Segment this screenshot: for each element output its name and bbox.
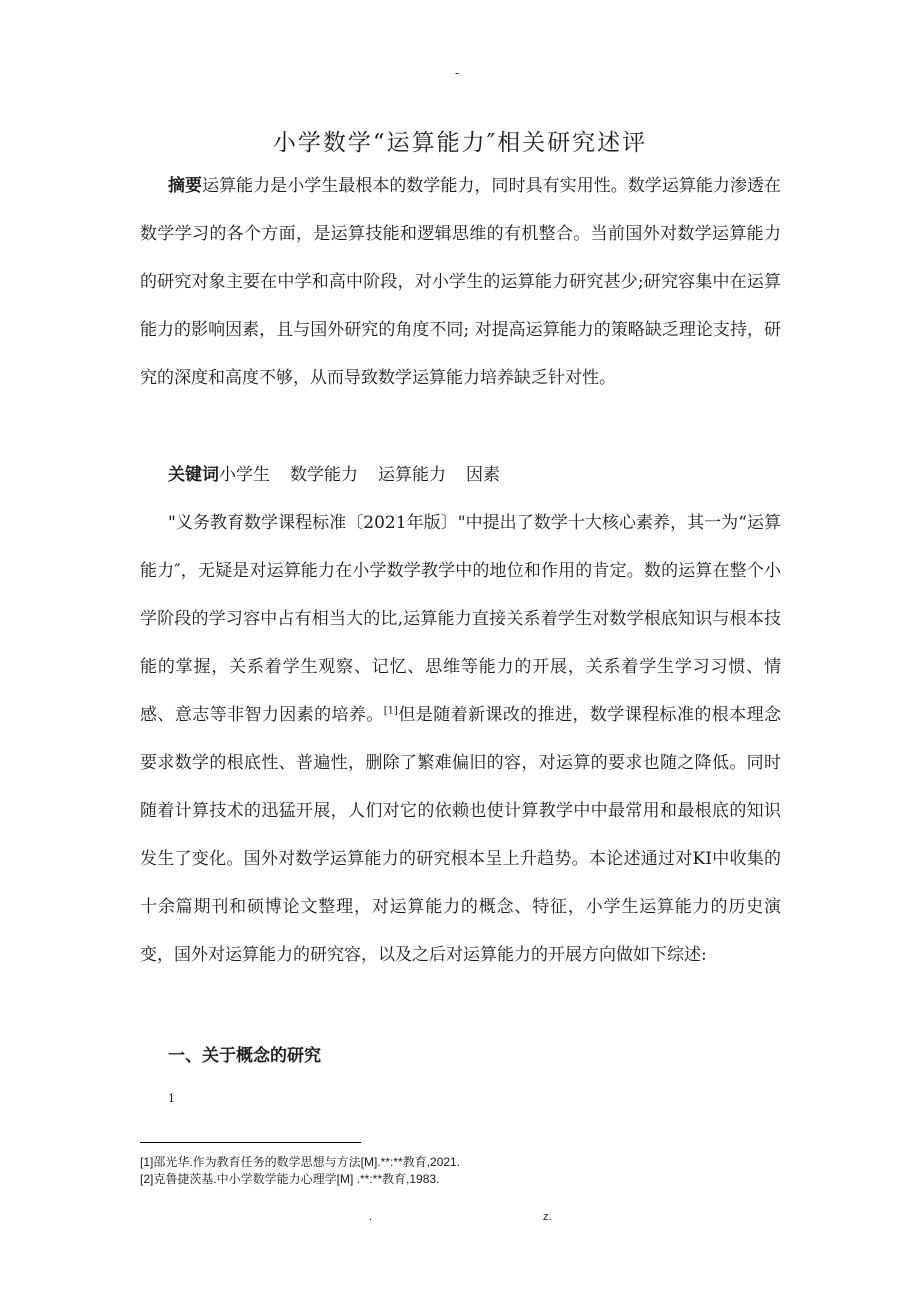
footnote-item: [1]邵光华.作为教育任务的数学思想与方法[M].**:**教育,2021. (140, 1155, 461, 1169)
footer-page-mark: z. (543, 1211, 552, 1223)
keywords-label: 关键词 (168, 465, 219, 485)
page-title: 小学数学“运算能力″相关研究述评 (272, 130, 648, 156)
keyword-item: 数学能力 (290, 465, 358, 485)
keywords-line (140, 451, 809, 499)
body-text-part1: "义务教育数学课程标准〔2021年版〕"中提出了数学十大核心素养，其一为“运算能力″，无疑是对运算能力在小学数学教学中的地位和作用的肯定。数的运算在整个小学阶段的学习容中占有相当大的比,运算能力直接关系着学生对数学根底知识与根本技能的掌握，关系着学生观察、记忆、思维等能力的开展，关系着学生学习习惯、情感、意志等非智力因素的培养。 (140, 513, 781, 725)
citation-ref-1[interactable]: [1] (383, 705, 398, 717)
header-mark: - (455, 66, 460, 80)
footnotes (140, 1154, 460, 1188)
abstract-label: 摘要 (168, 176, 203, 196)
keyword-item: 小学生 (219, 465, 270, 485)
body-paragraph (140, 499, 781, 979)
keyword-item: 运算能力 (378, 465, 446, 485)
abstract-paragraph (140, 162, 781, 402)
keyword-item: 因素 (466, 465, 500, 485)
footnote-marker: 1 (168, 1092, 175, 1105)
footnote-divider (140, 1142, 361, 1143)
body-text-part2: 但是随着新课改的推进，数学课程标准的根本理念要求数学的根底性、普遍性，删除了繁难偏旧的容，对运算的要求也随之降低。同时随着计算技术的迅猛开展，人们对它的依赖也使计算教学中中最常用和最根底的知识发生了变化。国外对数学运算能力的研究根本呈上升趋势。本论述通过对KI中收集的十余篇期刊和硕博论文整理，对运算能力的概念、特征，小学生运算能力的历史演变，国外对运算能力的研究容，以及之后对运算能力的开展方向做如下综述: (140, 705, 782, 965)
footer-dot: . (369, 1211, 373, 1223)
footnote-item: [2]克鲁捷茨基.中小学数学能力心理学[M] .**:**教育,1983. (140, 1172, 440, 1186)
section-heading: 一、关于概念的研究 (168, 1046, 321, 1066)
abstract-text: 运算能力是小学生最根本的数学能力，同时具有实用性。数学运算能力渗透在数学学习的各个方面，是运算技能和逻辑思维的有机整合。当前国外对数学运算能力的研究对象主要在中学和高中阶段，对小学生的运算能力研究甚少;研究容集中在运算能力的影响因素，且与国外研究的角度不同; 对提高运算能力的策略缺乏理论支持，研究的深度和高度不够，从而导致数学运算能力培养缺乏针对性。 (140, 176, 782, 388)
